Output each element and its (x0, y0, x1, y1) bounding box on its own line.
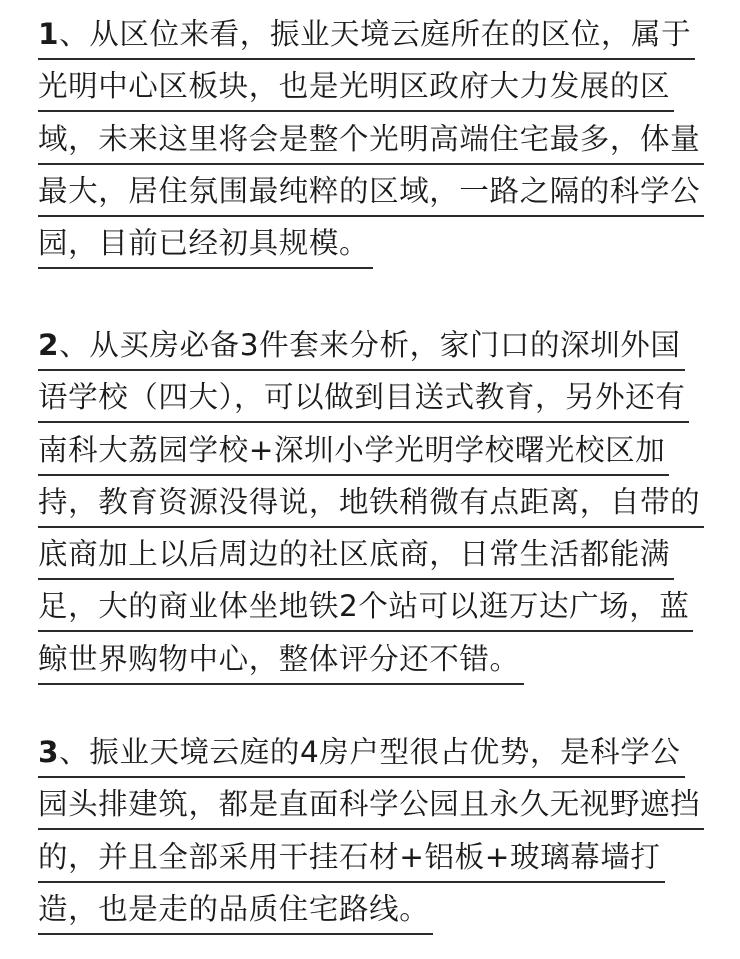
underlined-line: 持，教育资源没得说，地铁稍微有点距离，自带的 (38, 482, 704, 528)
paragraph-3 (38, 732, 718, 941)
text-line (38, 325, 718, 377)
underlined-line: 南科大荔园学校+深圳小学光明学校曙光校区加 (38, 430, 669, 476)
underlined-line: 底商加上以后周边的社区底商，日常生活都能满 (38, 534, 674, 580)
line-text: 、从买房必备3件套来分析，家门口的深圳外国 (59, 328, 681, 362)
underlined-line: 足，大的商业体坐地铁2个站可以逛万达广场，蓝 (38, 586, 693, 632)
text-line (38, 784, 718, 836)
line-text: 、振业天境云庭的4房户型很占优势，是科学公 (59, 735, 681, 769)
text-line (38, 171, 718, 223)
paragraph-number: 3 (38, 735, 60, 769)
paragraph-2 (38, 325, 718, 691)
paragraph-1 (38, 14, 718, 275)
underlined-line (38, 14, 695, 60)
text-line (38, 639, 718, 691)
underlined-line: 造，也是走的品质住宅路线。 (38, 889, 433, 935)
line-text: 、从区位来看，振业天境云庭所在的区位，属于 (59, 17, 692, 51)
underlined-line: 语学校（四大），可以做到目送式教育，另外还有 (38, 377, 689, 423)
underlined-line: 园，目前已经初具规模。 (38, 223, 373, 269)
text-line (38, 889, 718, 941)
text-line (38, 732, 718, 784)
underlined-line (38, 732, 685, 778)
paragraph-number: 2 (38, 328, 60, 362)
text-line (38, 430, 718, 482)
text-line (38, 377, 718, 429)
underlined-line: 域，未来这里将会是整个光明高端住宅最多，体量 (38, 119, 704, 165)
underlined-line: 的，并且全部采用干挂石材+铝板+玻璃幕墙打 (38, 837, 665, 883)
text-line (38, 14, 718, 66)
text-line (38, 837, 718, 889)
paragraph-number: 1 (38, 17, 60, 51)
underlined-line (38, 325, 685, 371)
text-line (38, 66, 718, 118)
underlined-line: 光明中心区板块，也是光明区政府大力发展的区 (38, 66, 674, 112)
text-line (38, 482, 718, 534)
underlined-line: 鲸世界购物中心，整体评分还不错。 (38, 639, 524, 685)
underlined-line: 最大，居住氛围最纯粹的区域，一路之隔的科学公 (38, 171, 704, 217)
text-line (38, 586, 718, 638)
text-line (38, 534, 718, 586)
text-line (38, 223, 718, 275)
underlined-line: 园头排建筑，都是直面科学公园且永久无视野遮挡 (38, 784, 704, 830)
text-line (38, 119, 718, 171)
